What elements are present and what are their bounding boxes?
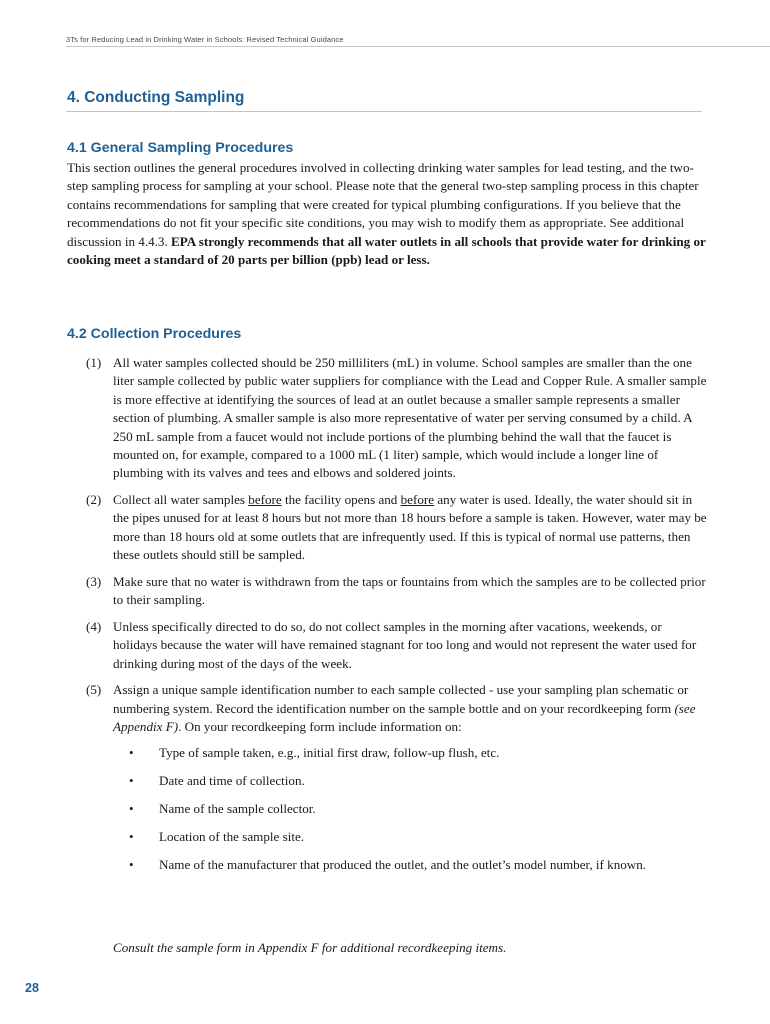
underlined-before: before	[400, 492, 435, 508]
field-text: Date and time of collection.	[159, 773, 305, 789]
step-text-part: any water is used. Ideally, the water should sit in the pipes unused for at least 8 hours but not more than 18 hours before a sample is taken. However, water may be more than 18 hours old at some outlets that are infrequently used. If this is typical of normal use patterns, then these outlets should still be sampled.	[113, 492, 707, 563]
appendix-reference: (see Appendix F)	[113, 700, 696, 735]
field-text: Type of sample taken, e.g., initial first draw, follow-up flush, etc.	[159, 745, 500, 761]
step-text-part: . On your recordkeeping form include information on:	[178, 719, 462, 735]
bullet-icon: •	[129, 856, 134, 872]
step-text-part: Assign a unique sample identification number to each sample collected - use your sampling plan schematic or numbering system. Record the identification number on the sample bottle and on your recordkeeping form	[113, 682, 689, 716]
step-text-part: Collect all water samples	[113, 492, 249, 508]
recordkeeping-fields-list	[113, 744, 707, 874]
list-item	[113, 800, 707, 818]
intro-text: This section outlines the general procedures involved in collecting drinking water samples for lead testing, and the two-step sampling process for sampling at your school. Please note that the general two-step sampling process in this chapter contains recommendations for sampling that were created for typical plumbing configurations. If you believe that the recommendations do not fit your specific site conditions, you may wish to modify them as appropriate. See additional discussion in 4.4.3.	[67, 160, 699, 249]
step-5	[67, 681, 707, 874]
list-item	[113, 744, 707, 762]
step-4	[67, 618, 707, 673]
underlined-before: before	[248, 492, 282, 508]
bullet-icon: •	[129, 801, 134, 817]
page-number: 28	[25, 981, 39, 995]
bullet-icon: •	[129, 828, 134, 844]
chapter-title: 4. Conducting Sampling	[67, 89, 245, 106]
step-number: (4)	[86, 618, 102, 634]
step-3	[67, 573, 707, 610]
section-4-2-heading: 4.2 Collection Procedures	[67, 326, 242, 342]
list-item	[113, 772, 707, 790]
bullet-icon: •	[129, 745, 134, 761]
step-text	[113, 492, 707, 562]
chapter-divider	[66, 111, 702, 112]
step-number: (1)	[86, 355, 102, 370]
list-item	[113, 828, 707, 846]
step-text-part: the facility opens and	[281, 492, 401, 508]
running-header: 3Ts for Reducing Lead in Drinking Water in Schools: Revised Technical Guidance	[66, 35, 344, 44]
step-number: (5)	[86, 682, 102, 698]
appendix-note: Consult the sample form in Appendix F for additional recordkeeping items.	[113, 940, 507, 955]
step-1	[67, 354, 707, 483]
epa-recommendation: EPA strongly recommends that all water outlets in all schools that provide water for drinking or cooking meet a standard of 20 parts per billion (ppb) lead or less.	[67, 233, 706, 268]
step-2	[67, 491, 707, 565]
field-text: Name of the sample collector.	[159, 801, 316, 817]
bullet-icon: •	[129, 773, 134, 789]
step-text: All water samples collected should be 250 milliliters (mL) in volume. School samples are smaller than the one liter sample collected by public water suppliers for compliance with the Lead and Copper Rule. A smaller sample is more effective at identifying the sources of lead at an outlet because a smaller sample represents a smaller section of plumbing. A smaller sample is also more representative of water per serving consumed by a child. A 250 mL sample from a faucet would not include portions of the plumbing behind the wall that the faucet is mounted on, for example, compared to a 1000 mL (1 liter) sample, which would include a longer line of plumbing with its valves and tees and elbows and soldered joints.	[113, 355, 707, 481]
step-text: Make sure that no water is withdrawn from the taps or fountains from which the samples are to be collected prior to their sampling.	[113, 573, 706, 608]
field-text: Location of the sample site.	[159, 828, 305, 844]
list-item	[113, 856, 707, 874]
section-4-1-body	[67, 159, 707, 269]
section-4-1-heading: 4.1 General Sampling Procedures	[67, 140, 294, 156]
collection-steps-list	[67, 354, 707, 883]
field-text: Name of the manufacturer that produced the outlet, and the outlet’s model number, if known.	[159, 856, 647, 872]
step-text	[113, 682, 696, 734]
step-text: Unless specifically directed to do so, do not collect samples in the morning after vacations, weekends, or holidays because the water will have remained stagnant for too long and would not represent the water used for drinking during most of the days of the week.	[113, 618, 697, 671]
header-divider	[66, 46, 770, 47]
step-number: (3)	[86, 573, 102, 589]
step-number: (2)	[86, 492, 102, 508]
